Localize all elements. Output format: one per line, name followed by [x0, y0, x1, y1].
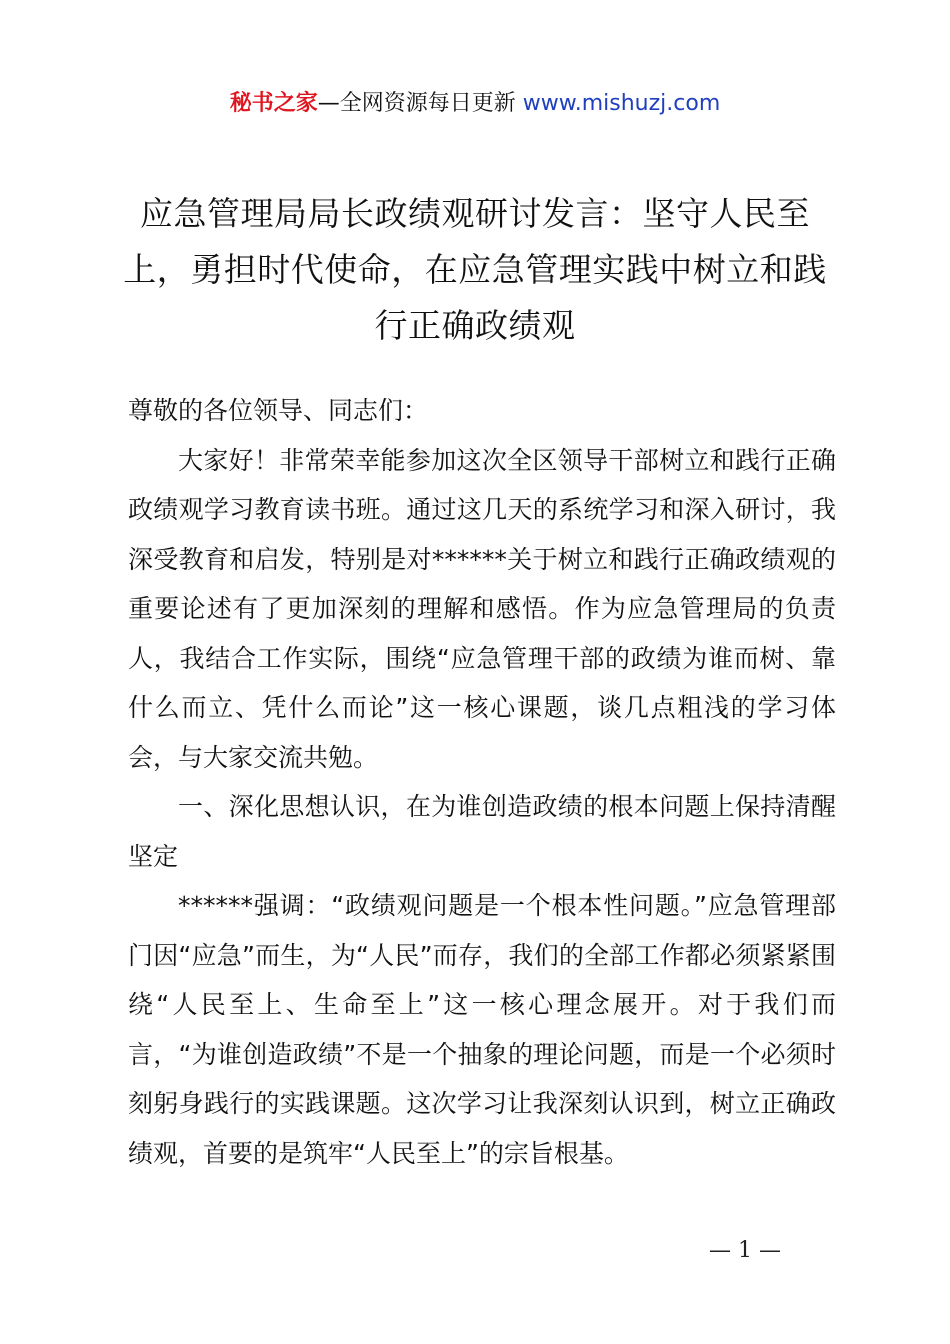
paragraph-section-1: ******强调：“政绩观问题是一个根本性问题。”应急管理部门因“应急”而生，为“人民”而存，我们的全部工作都必须紧紧围绕“人民至上、生命至上”这一核心理念展开。对于我们而言，“为谁创造政绩”不是一个抽象的理论问题，而是一个必须时刻躬身践行的实践课题。这次学习让我深刻认识到，树立正确政绩观，首要的是筑牢“人民至上”的宗旨根基。 — [128, 891, 836, 1168]
document-title: 应急管理局局长政绩观研讨发言：坚守人民至上，勇担时代使命，在应急管理实践中树立和践行正确政绩观 — [123, 194, 827, 345]
document-body — [128, 386, 836, 1178]
paragraph-intro: 大家好！非常荣幸能参加这次全区领导干部树立和践行正确政绩观学习教育读书班。通过这几天的系统学习和深入研讨，我深受教育和启发，特别是对******关于树立和践行正确政绩观的重要论述有了更加深刻的理解和感悟。作为应急管理局的负责人，我结合工作实际，围绕“应急管理干部的政绩为谁而树、靠什么而立、凭什么而论”这一核心课题，谈几点粗浅的学习体会，与大家交流共勉。 — [128, 445, 836, 772]
brand-name: 秘书之家 — [229, 91, 318, 116]
site-header — [0, 88, 950, 120]
page-number: — 1 — — [709, 1238, 781, 1263]
header-slogan: —全网资源每日更新 — [317, 91, 523, 116]
site-url-link[interactable]: www.mishuzj.com — [522, 91, 721, 116]
salutation: 尊敬的各位领导、同志们： — [128, 396, 429, 425]
section-heading-1: 一、深化思想认识，在为谁创造政绩的根本问题上保持清醒坚定 — [128, 792, 836, 871]
